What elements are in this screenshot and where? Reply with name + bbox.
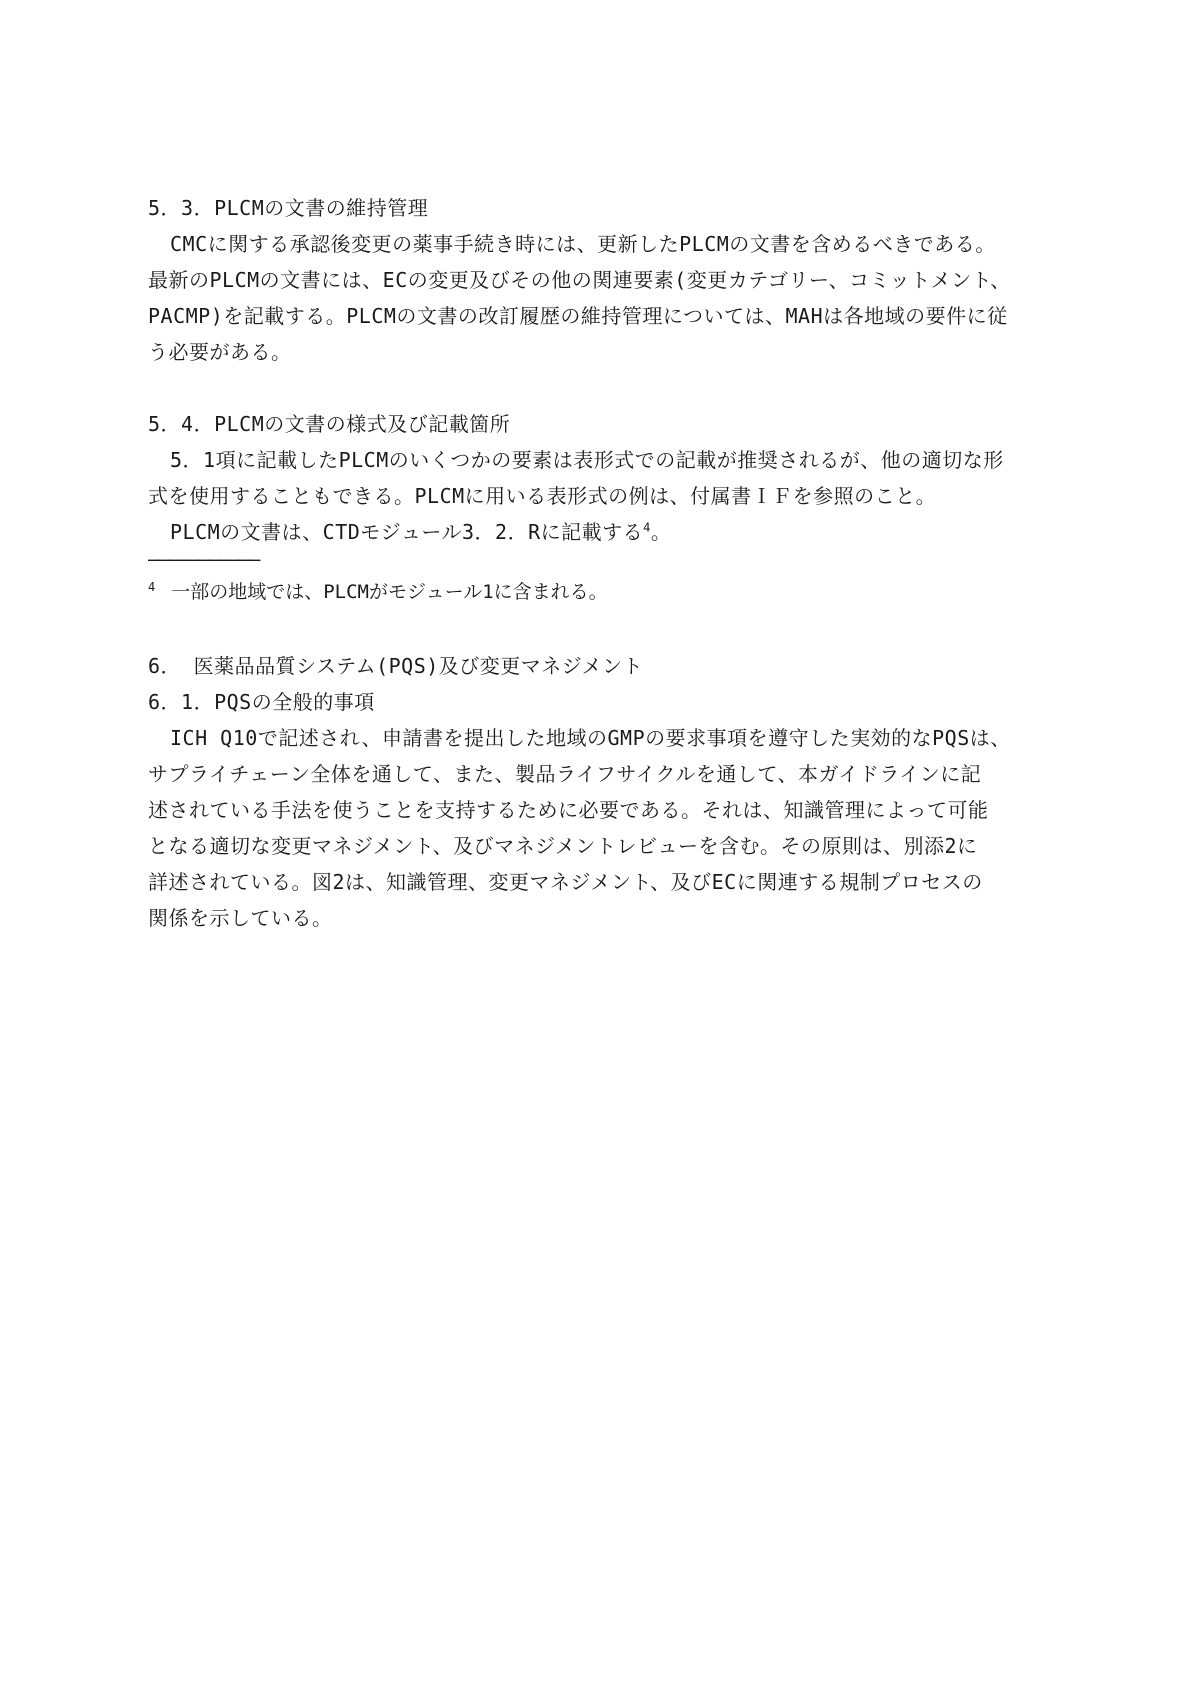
- paragraph-line-with-footnote-ref: [148, 514, 1040, 550]
- spacer: [148, 370, 1040, 406]
- footnote-reference[interactable]: 4: [643, 520, 651, 535]
- section-heading-5-3: 5．3．PLCMの文書の維持管理: [148, 196, 429, 220]
- paragraph-line: 式を使用することもできる。PLCMに用いる表形式の例は、付属書ＩＦを参照のこと。: [148, 484, 937, 508]
- paragraph-line: CMCに関する承認後変更の薬事手続き時には、更新したPLCMの文書を含めるべきである。: [170, 232, 996, 256]
- paragraph-line: サプライチェーン全体を通して、また、製品ライフサイクルを通して、本ガイドラインに記: [148, 762, 982, 786]
- paragraph-line: う必要がある。: [148, 340, 292, 364]
- paragraph-line: 関係を示している。: [148, 906, 333, 930]
- paragraph-line: 詳述されている。図2は、知識管理、変更マネジメント、及びECに関連する規制プロセスの: [148, 870, 983, 894]
- footnote-text: 一部の地域では、PLCMがモジュール1に含まれる。: [171, 581, 608, 603]
- section-heading-5-4: 5．4．PLCMの文書の様式及び記載箇所: [148, 412, 511, 436]
- paragraph-line: ICH Q10で記述され、申請書を提出した地域のGMPの要求事項を遵守した実効的なPQSは、: [170, 726, 1011, 750]
- footnote-mark: 4: [148, 579, 156, 594]
- section-heading-6: 6． 医薬品品質システム(PQS)及び変更マネジメント: [148, 654, 644, 678]
- document-page: [148, 190, 1040, 936]
- paragraph-text: PLCMの文書は、CTDモジュール3．2．Rに記載する: [170, 520, 644, 544]
- paragraph-line: 最新のPLCMの文書には、ECの変更及びその他の関連要素(変更カテゴリー、コミットメント、: [148, 268, 1011, 292]
- section-heading-6-1: 6．1．PQSの全般的事項: [148, 690, 375, 714]
- paragraph-line: PACMP)を記載する。PLCMの文書の改訂履歴の維持管理については、MAHは各地域の要件に従: [148, 304, 1008, 328]
- paragraph-line: 述されている手法を使うことを支持するために必要である。それは、知識管理によって可能: [148, 798, 989, 822]
- spacer: [148, 612, 1040, 648]
- footnote: [148, 572, 1040, 612]
- paragraph-text-end: 。: [650, 520, 672, 544]
- paragraph-line: 5．1項に記載したPLCMのいくつかの要素は表形式での記載が推奨されるが、他の適切な形: [170, 448, 1004, 472]
- paragraph-line: となる適切な変更マネジメント、及びマネジメントレビューを含む。その原則は、別添2に: [148, 834, 978, 858]
- footnote-separator: ―――――――――――: [148, 547, 259, 571]
